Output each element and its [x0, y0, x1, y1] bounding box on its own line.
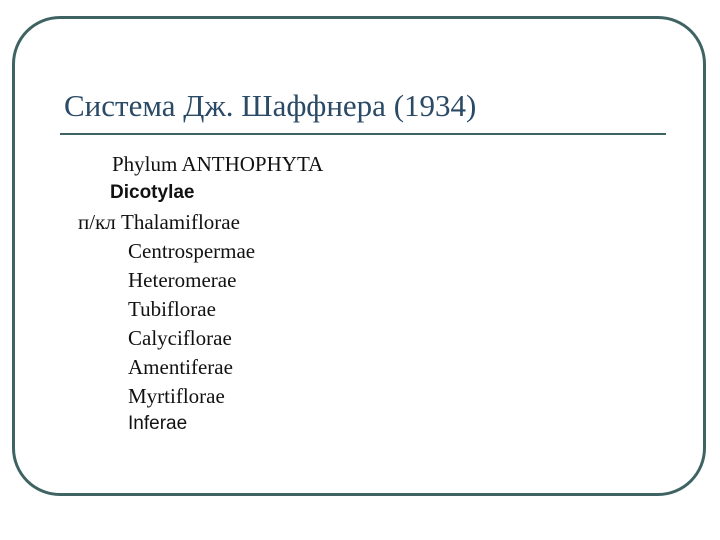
phylum-line: Phylum ANTHOPHYTA — [112, 152, 324, 176]
subclass-line: п/кл Thalamiflorae — [78, 210, 240, 234]
order-line: Amentiferae — [128, 355, 233, 379]
slide-title: Система Дж. Шаффнера (1934) — [64, 88, 477, 123]
order-line: Calyciflorae — [128, 326, 232, 350]
order-line: Tubiflorae — [128, 297, 216, 321]
class-line: Dicotylae — [110, 182, 195, 203]
order-line: Heteromerae — [128, 268, 237, 292]
order-line: Myrtiflorae — [128, 384, 225, 408]
order-line: Centrospermae — [128, 239, 256, 263]
title-divider — [60, 133, 666, 135]
order-line: Inferae — [128, 413, 188, 434]
